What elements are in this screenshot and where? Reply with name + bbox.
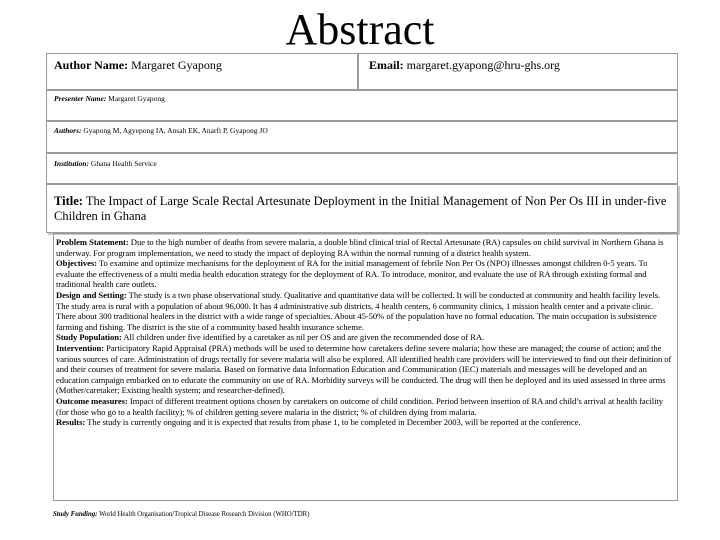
title-cell [46,184,678,233]
results [56,417,673,428]
objectives-text: To examine and optimize mechanisms for the deployment of RA for the initial management of febrile Non Per Os (NPO) illnesses amongst children 0-5 years. To evaluate the effectiveness of a multi media health education strategy for the deployment of RA. To introduce, monitor, and evaluate the use of RA through existing formal and traditional health care outlets. [56,258,648,290]
objectives [56,258,673,290]
problem-label: Problem Statement: [56,237,129,247]
funding-label: Study Funding: [53,511,98,518]
problem-text: Due to the high number of deaths from severe malaria, a double blind clinical trial of Rectal Artesunate (RA) capsules on child survival in Northern Ghana is underway. For program implementation, we need to study the impact of deploying RA within the normal running of a district health system. [56,237,664,258]
population-label: Study Population: [56,332,122,343]
objectives-label: Objectives: [56,258,97,269]
outcome-text: Impact of different treatment options chosen by caretakers on outcome of child condition. Period between insertion of RA and child’s arrival at health facility (for those who go to a health facility); % of children getting severe malaria in the district; % of children dying from malaria. [56,395,664,417]
authors-label: Authors: [54,126,82,135]
institution-label: Institution: [54,159,90,168]
study-funding [53,511,309,519]
outcome-label: Outcome measures: [56,395,128,406]
intervention-text: Participatory Rapid Appraisal (PRA) methods will be used to determine how caretakers define severe malaria; how these are managed; the course of action; and the various sources of care. Administration of drugs rectally for severe malaria will also be explored. All identified health care providers will be interviewed to find out their definition of and their courses of treatment for severe malaria. Based on formative data Information Education and Communication (IEC) materials and messages will be developed and an education campaign embarked on to educate the community on use of RA. Morbidity surveys will be conducted. The drug will then be deployed and its used assessed in three arms (Mother/caretaker; Existing health system; and researcher-defined). [56,342,672,396]
institution-cell [46,153,678,184]
design-setting [56,290,673,332]
authors-list: Gyapong M, Agyepong IA, Ansah EK, Anarfi P, Gyapong JO [83,126,268,135]
study-population [56,332,673,343]
presenter-cell [46,90,678,121]
title-label: Title: [54,194,83,208]
author-name: Margaret Gyapong [131,58,222,72]
authors-cell [46,121,678,153]
population-text: All children under five identified by a caretaker as nil per OS and are given the recommended dose of RA. [123,332,485,343]
results-text: The study is currently ongoing and it is expected that results from phase 1, to be completed in December 2003, will be reported at the conference. [87,417,581,428]
author-label: Author Name: [54,58,129,72]
intervention [56,343,673,396]
problem-statement [56,237,673,258]
presenter-name: Margaret Gyapong [108,94,165,103]
abstract-body [53,233,678,501]
design-label: Design and Setting: [56,289,127,300]
design-text: The study is a two phase observational study. Qualitative and quantitative data will be collected. It will be conducted at community and health facility levels. The study area is rural with a population of about 96,000. It has 4 administrative sub districts, 4 health centers, 6 community clinics, 1 mission health center and a private clinic. There about 300 traditional healers in the district with a wide range of specialties. About 45-50% of the population have no formal education. The main occupation is subsistence farming and fishing. The district is the site of a community based health insurance scheme. [56,289,661,332]
author-cell [46,53,358,90]
email-cell [358,53,678,90]
email-value: margaret.gyapong@hru-ghs.org [406,58,560,72]
intervention-label: Intervention: [56,342,105,353]
presenter-label: Presenter Name: [54,94,107,103]
outcome-measures [56,396,673,417]
funding-source: World Health Organisation/Tropical Disease Research Division (WHO/TDR) [98,511,310,518]
page-title: Abstract [285,5,435,54]
results-label: Results: [56,417,86,428]
institution-name: Ghana Health Service [90,159,157,168]
email-label: Email: [369,58,404,72]
paper-title: The Impact of Large Scale Rectal Artesunate Deployment in the Initial Management of Non Per Os III in under-five Children in Ghana [54,194,667,223]
